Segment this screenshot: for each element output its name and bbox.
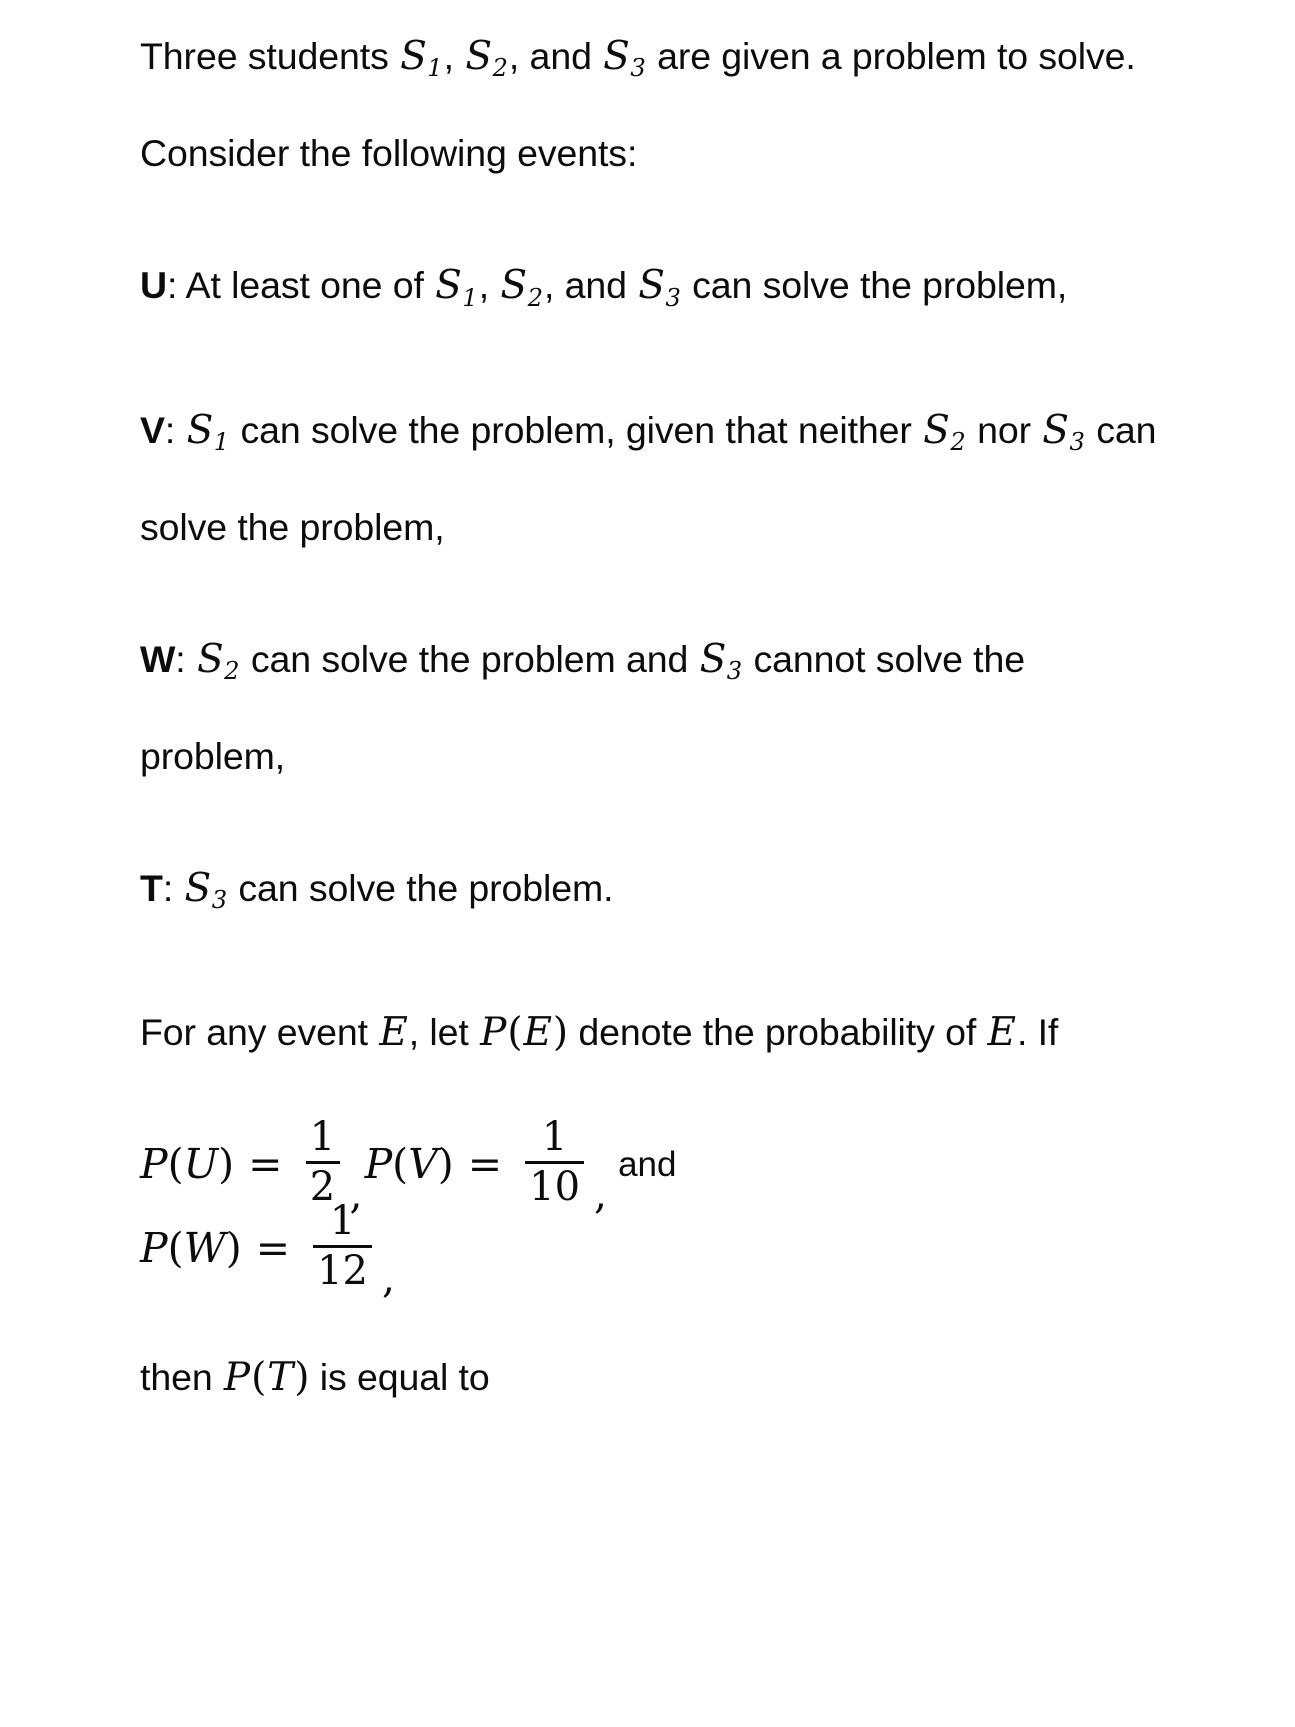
event-label-u: U [140, 264, 167, 307]
math-var-s2: $S_2$ [465, 34, 508, 83]
math-var-u: U [183, 1139, 219, 1188]
fraction-numerator: 1 [309, 1114, 336, 1161]
equation-comma: , [349, 1170, 363, 1219]
math-var-s2: $S_2$ [500, 263, 543, 312]
definition-text-a: For any event [140, 1011, 379, 1054]
math-paren-open: ( [251, 1355, 267, 1401]
math-var-e: E [987, 1010, 1016, 1056]
definition-text-d: . If [1016, 1011, 1059, 1054]
event-w-text-b: can solve the problem and [240, 637, 699, 680]
definition-text-c: denote the probability of [568, 1011, 987, 1054]
fraction-numerator: 1 [329, 1198, 356, 1245]
intro-text-a: Three students [140, 35, 400, 77]
math-var-s3: $S_3$ [699, 636, 743, 685]
equation-line-2 [140, 1198, 1165, 1303]
event-w-colon: : [175, 637, 186, 680]
closing-text-b: is equal to [309, 1356, 490, 1399]
definition-paragraph [140, 990, 1165, 1075]
event-t-text-b: can solve the problem. [228, 867, 614, 909]
equation-line-1 [140, 1114, 1165, 1219]
math-var-s1: $S_1$ [400, 34, 443, 83]
definition-text-b: , let [408, 1011, 480, 1054]
math-paren-open: ( [167, 1139, 184, 1188]
event-w-text-a [186, 638, 196, 680]
event-u-text-a: At least one of [177, 264, 435, 307]
event-u-colon: : [166, 264, 178, 307]
event-v-text-c: nor [966, 408, 1042, 451]
event-label-v: V [140, 408, 165, 451]
math-paren-close: ) [218, 1139, 235, 1188]
math-var-v: V [408, 1139, 438, 1188]
intro-text-b: are given a problem to solve. Consider the following events: [140, 35, 1136, 175]
event-label-w: W [140, 637, 176, 680]
math-var-s1: $S_1$ [435, 263, 478, 312]
fraction-one-half [306, 1114, 340, 1210]
math-var-s3: $S_3$ [184, 866, 228, 915]
math-paren-close: ) [225, 1223, 242, 1272]
equals-sign: = [248, 1139, 283, 1188]
intro-sep-1: , [443, 35, 465, 77]
math-fn-p: P [223, 1355, 251, 1401]
event-t-paragraph [140, 846, 1165, 943]
fraction-numerator: 1 [541, 1114, 568, 1161]
math-paren-close: ) [552, 1010, 569, 1056]
event-t-text-a [173, 867, 183, 909]
math-paren-close: ) [294, 1355, 310, 1401]
math-var-e: E [523, 1010, 552, 1056]
equals-sign: = [255, 1223, 291, 1272]
math-var-e: E [379, 1010, 408, 1056]
equation-comma: , [382, 1254, 396, 1303]
fraction-denominator: 10 [529, 1163, 581, 1210]
fraction-denominator: 12 [317, 1247, 369, 1294]
math-var-w: W [183, 1223, 226, 1272]
fraction-denominator: 2 [309, 1163, 336, 1210]
event-v-text-a [175, 409, 185, 451]
event-v-text-d: can solve the problem, [140, 408, 1157, 548]
intro-paragraph [140, 14, 1165, 196]
conjunction-and: and [618, 1144, 677, 1184]
event-u-sep-2: , and [543, 264, 638, 307]
closing-text-a: then [140, 1356, 223, 1399]
math-var-s2: $S_2$ [923, 407, 966, 456]
math-paren-close: ) [437, 1139, 454, 1188]
math-var-s1: $S_1$ [186, 407, 230, 456]
equation-comma: , [594, 1170, 608, 1219]
event-w-text-c: cannot solve the problem, [140, 637, 1025, 777]
fraction-one-twelfth [313, 1198, 372, 1294]
closing-paragraph [140, 1335, 1165, 1420]
event-u-sep-1: , [478, 264, 500, 307]
event-v-colon: : [164, 408, 176, 451]
math-var-s2: $S_2$ [196, 636, 240, 685]
event-v-paragraph [140, 388, 1165, 570]
math-fn-p: P [140, 1139, 168, 1188]
event-u-paragraph [140, 243, 1165, 340]
intro-sep-2: , and [508, 35, 603, 77]
event-v-text-b: can solve the problem, given that neither [230, 408, 923, 451]
equals-sign: = [467, 1139, 503, 1188]
math-var-t: T [267, 1355, 294, 1401]
event-w-paragraph [140, 617, 1165, 799]
display-equations [140, 1114, 1165, 1303]
math-var-s3: $S_3$ [638, 263, 681, 312]
math-fn-p: P [480, 1010, 507, 1056]
event-label-t: T [140, 867, 163, 909]
math-paren-open: ( [507, 1010, 523, 1056]
event-u-text-b: can solve the problem, [681, 264, 1068, 307]
math-paren-open: ( [392, 1139, 409, 1188]
event-t-colon: : [162, 867, 174, 909]
math-var-s3: $S_3$ [1042, 407, 1085, 456]
math-fn-p: P [364, 1139, 393, 1188]
math-paren-open: ( [167, 1223, 184, 1272]
math-var-s3: $S_3$ [603, 34, 646, 83]
math-fn-p: P [140, 1223, 168, 1272]
fraction-one-tenth [525, 1114, 584, 1210]
